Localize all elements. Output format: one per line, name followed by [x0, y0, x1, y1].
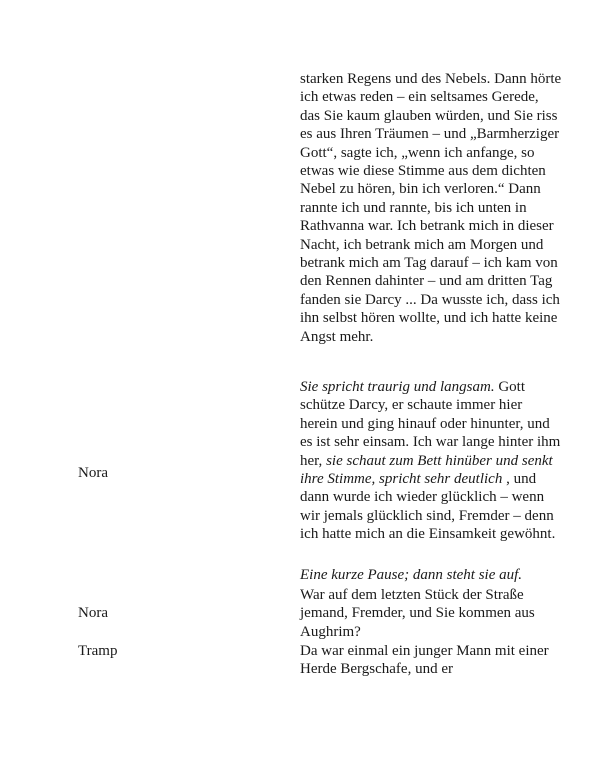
dialogue-block-1	[300, 70, 562, 346]
stage-direction: sie schaut zum Bett hinüber und senkt ihre Stimme, spricht sehr deutlich	[300, 452, 553, 488]
dialogue-run: Gott schütze Darcy, er schaute immer hier herein und ging hinauf oder hinunter, und es ist sehr einsam. Ich war lange hinter ihm her,	[300, 379, 561, 469]
dialogue-text: Da war einmal ein junger Mann mit einer Herde Bergschafe, und er	[300, 643, 549, 678]
dialogue-block-3	[300, 586, 562, 641]
speaker-label-nora-1: Nora	[78, 465, 108, 481]
dialogue-block-2	[300, 378, 562, 544]
speaker-label-nora-2: Nora	[78, 605, 108, 621]
dialogue-run: , und dann wurde ich wieder glücklich – wenn wir jemals glücklich sind, Fremder – denn ich hatte mich an die Einsamkeit gewöhnt.	[300, 471, 556, 543]
dialogue-text: War auf dem letzten Stück der Straße jemand, Fremder, und Sie kommen aus Aughrim?	[300, 587, 535, 640]
speaker-label-tramp: Tramp	[78, 643, 118, 659]
stage-direction: Eine kurze Pause; dann steht sie auf.	[300, 567, 523, 583]
dialogue-text	[300, 378, 562, 544]
stage-direction-block	[300, 566, 562, 584]
dialogue-text: starken Regens und des Nebels. Dann hörte ich etwas reden – ein seltsames Gerede, das Sie kaum glauben würden, und Sie riss es aus Ihren Träumen – und „Barmherziger Gott“, sagte ich, „wenn ich anfange, so etwas wie diese Stimme aus dem dichten Nebel zu hören, bin ich verloren.“ Dann rannte ich und rannte, bis ich unten in Rathvanna war. Ich betrank mich in dieser Nacht, ich betrank mich am Morgen und betrank mich am Tag darauf – ich kam von den Rennen dahinter – und am dritten Tag fanden sie Darcy ... Da wusste ich, dass ich ihn selbst hören wollte, und ich hatte keine Angst mehr.	[300, 71, 562, 345]
stage-direction: Sie spricht traurig und langsam.	[300, 379, 495, 395]
dialogue-block-4	[300, 642, 562, 679]
